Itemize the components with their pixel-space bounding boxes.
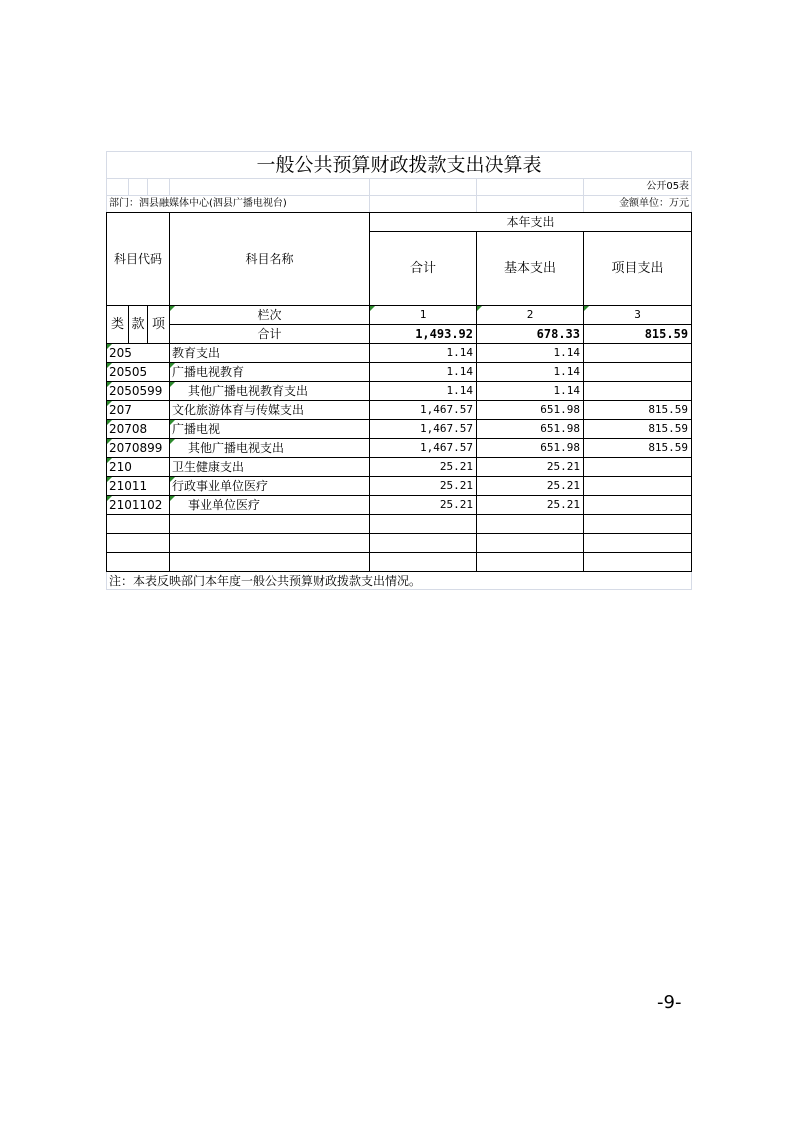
row-name: 文化旅游体育与传媒支出 <box>170 401 370 420</box>
row-total: 25.21 <box>370 477 477 496</box>
table-row <box>107 363 692 382</box>
row-total: 1,467.57 <box>370 401 477 420</box>
row-project: 815.59 <box>584 439 692 458</box>
table-row <box>107 458 692 477</box>
row-basic: 25.21 <box>477 496 584 515</box>
col-3: 3 <box>584 306 692 325</box>
row-total: 1.14 <box>370 382 477 401</box>
row-project: 815.59 <box>584 401 692 420</box>
row-total: 1.14 <box>370 363 477 382</box>
row-name: 其他广播电视支出 <box>170 439 370 458</box>
col-2: 2 <box>477 306 584 325</box>
table-row <box>107 439 692 458</box>
sum-project: 815.59 <box>584 325 692 344</box>
unit-label: 金额单位：万元 <box>584 196 692 213</box>
row-code: 20505 <box>107 363 170 382</box>
row-code: 2050599 <box>107 382 170 401</box>
row-code: 210 <box>107 458 170 477</box>
sum-label: 合计 <box>170 325 370 344</box>
row-code: 21011 <box>107 477 170 496</box>
row-basic: 651.98 <box>477 439 584 458</box>
table-title: 一般公共预算财政拨款支出决算表 <box>107 152 692 179</box>
row-project <box>584 363 692 382</box>
row-code: 20708 <box>107 420 170 439</box>
row-project: 815.59 <box>584 420 692 439</box>
budget-table-sheet <box>106 151 691 590</box>
row-code: 2070899 <box>107 439 170 458</box>
header-lei: 类 <box>107 306 129 344</box>
table-note: 注：本表反映部门本年度一般公共预算财政拨款支出情况。 <box>107 572 692 590</box>
header-column: 栏次 <box>170 306 370 325</box>
row-basic: 651.98 <box>477 420 584 439</box>
row-basic: 1.14 <box>477 363 584 382</box>
header-project: 项目支出 <box>584 232 692 306</box>
data-rows <box>107 344 692 515</box>
row-name: 教育支出 <box>170 344 370 363</box>
row-name: 事业单位医疗 <box>170 496 370 515</box>
table-number: 公开05表 <box>584 179 692 196</box>
header-name: 科目名称 <box>170 213 370 306</box>
table-row <box>107 420 692 439</box>
row-name: 广播电视 <box>170 420 370 439</box>
table-row <box>107 496 692 515</box>
row-basic: 25.21 <box>477 477 584 496</box>
header-year-expense: 本年支出 <box>370 213 692 232</box>
row-basic: 1.14 <box>477 382 584 401</box>
row-total: 1.14 <box>370 344 477 363</box>
sum-total: 1,493.92 <box>370 325 477 344</box>
row-name: 行政事业单位医疗 <box>170 477 370 496</box>
table-row <box>107 401 692 420</box>
header-basic: 基本支出 <box>477 232 584 306</box>
row-total: 1,467.57 <box>370 439 477 458</box>
row-project <box>584 496 692 515</box>
table-row <box>107 344 692 363</box>
row-code: 207 <box>107 401 170 420</box>
col-1: 1 <box>370 306 477 325</box>
header-xiang: 项 <box>148 306 170 344</box>
sum-basic: 678.33 <box>477 325 584 344</box>
page-number: -9- <box>657 992 682 1013</box>
row-total: 25.21 <box>370 458 477 477</box>
header-code: 科目代码 <box>107 213 170 306</box>
row-code: 205 <box>107 344 170 363</box>
header-total: 合计 <box>370 232 477 306</box>
row-basic: 651.98 <box>477 401 584 420</box>
row-code: 2101102 <box>107 496 170 515</box>
row-name: 其他广播电视教育支出 <box>170 382 370 401</box>
row-project <box>584 477 692 496</box>
row-total: 1,467.57 <box>370 420 477 439</box>
row-name: 广播电视教育 <box>170 363 370 382</box>
row-basic: 25.21 <box>477 458 584 477</box>
table-row <box>107 477 692 496</box>
row-basic: 1.14 <box>477 344 584 363</box>
expenditure-table <box>106 151 692 590</box>
row-project <box>584 382 692 401</box>
table-row <box>107 382 692 401</box>
row-name: 卫生健康支出 <box>170 458 370 477</box>
row-project <box>584 458 692 477</box>
department-label: 部门：泗县融媒体中心(泗县广播电视台) <box>107 196 370 213</box>
row-project <box>584 344 692 363</box>
header-kuan: 款 <box>129 306 148 344</box>
row-total: 25.21 <box>370 496 477 515</box>
